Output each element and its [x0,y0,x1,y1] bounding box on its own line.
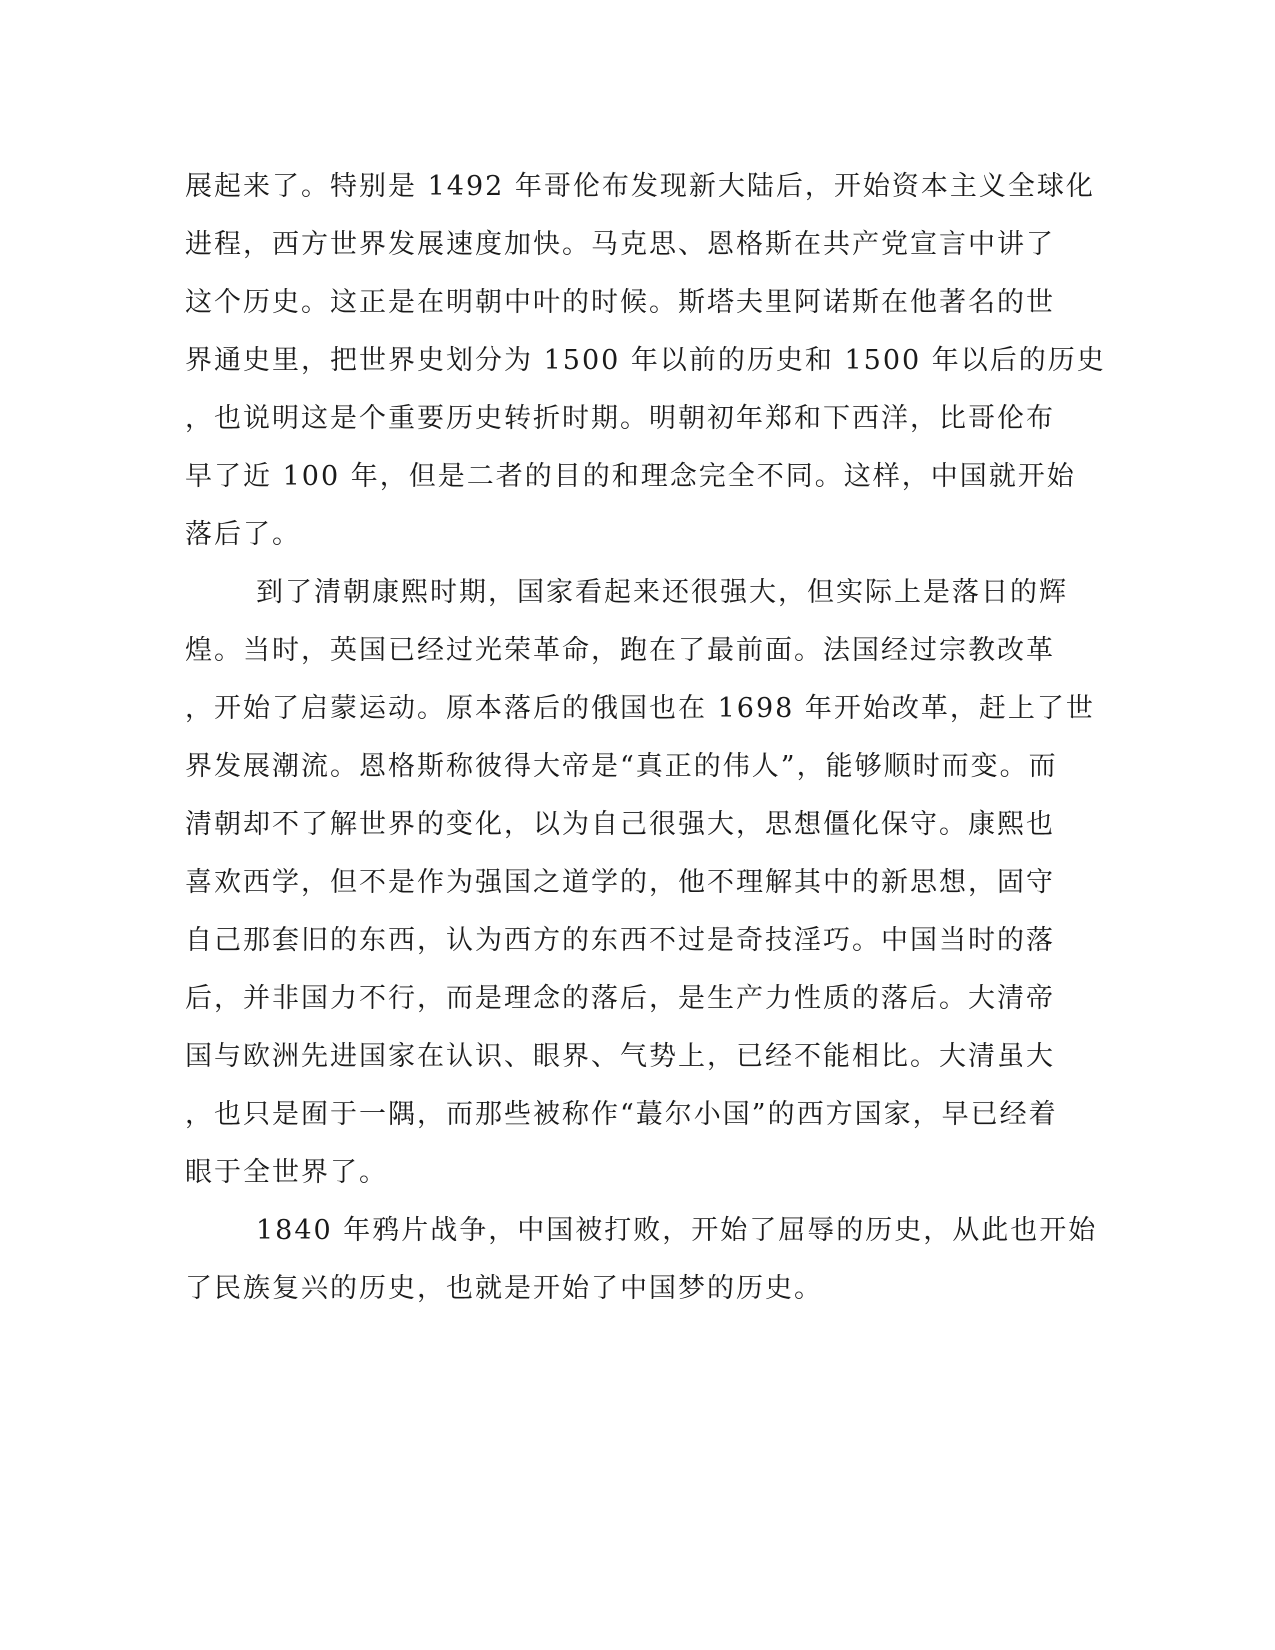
text-line: 喜欢西学，但不是作为强国之道学的，他不理解其中的新思想，固守 [185,867,1055,898]
text-line: 到了清朝康熙时期，国家看起来还很强大，但实际上是落日的辉 [256,577,1068,608]
text-line: 界通史里，把世界史划分为 1500 年以前的历史和 1500 年以后的历史 [185,345,1106,376]
text-line: 界发展潮流。恩格斯称彼得大帝是“真正的伟人”，能够顺时而变。而 [185,751,1058,782]
paragraph-2 [185,564,1095,1202]
text-line: 后，并非国力不行，而是理念的落后，是生产力性质的落后。大清帝 [185,983,1055,1014]
text-line: 进程，西方世界发展速度加快。马克思、恩格斯在共产党宣言中讲了 [185,229,1055,260]
text-line: ，也说明这是个重要历史转折时期。明朝初年郑和下西洋，比哥伦布 [185,403,1055,434]
paragraph-1 [185,158,1106,564]
text-line: 煌。当时，英国已经过光荣革命，跑在了最前面。法国经过宗教改革 [185,635,1055,666]
text-line: ，开始了启蒙运动。原本落后的俄国也在 1698 年开始改革，赶上了世 [185,693,1095,724]
text-line: 清朝却不了解世界的变化，以为自己很强大，思想僵化保守。康熙也 [185,809,1055,840]
text-line: 落后了。 [185,519,301,550]
text-line: 1840 年鸦片战争，中国被打败，开始了屈辱的历史，从此也开始 [256,1215,1098,1246]
body-text [185,158,1106,1318]
text-line: 了民族复兴的历史，也就是开始了中国梦的历史。 [185,1273,823,1304]
text-line: 国与欧洲先进国家在认识、眼界、气势上，已经不能相比。大清虽大 [185,1041,1055,1072]
text-line: 自己那套旧的东西，认为西方的东西不过是奇技淫巧。中国当时的落 [185,925,1055,956]
text-line: 早了近 100 年，但是二者的目的和理念完全不同。这样，中国就开始 [185,461,1076,492]
text-line: 展起来了。特别是 1492 年哥伦布发现新大陆后，开始资本主义全球化 [185,171,1095,202]
paragraph-3 [185,1202,1098,1318]
text-line: 眼于全世界了。 [185,1157,388,1188]
text-line: ，也只是囿于一隅，而那些被称作“蕞尔小国”的西方国家，早已经着 [185,1099,1058,1130]
text-line: 这个历史。这正是在明朝中叶的时候。斯塔夫里阿诺斯在他著名的世 [185,287,1055,318]
